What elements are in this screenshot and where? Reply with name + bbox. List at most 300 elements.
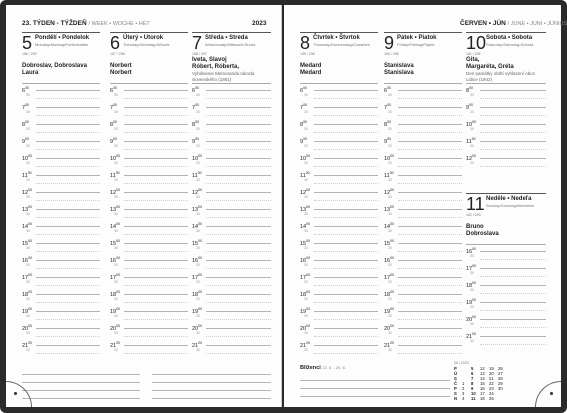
hour-slot[interactable] <box>384 237 462 254</box>
hour-line <box>206 90 271 91</box>
hour-slot[interactable] <box>466 84 546 101</box>
half-hour-line <box>398 149 462 150</box>
half-hour-label: 30 <box>470 127 474 131</box>
hour-slot[interactable] <box>300 305 378 322</box>
hour-slot[interactable] <box>192 118 271 135</box>
mini-calendar-date: 5 <box>471 366 474 371</box>
mini-calendar-date: 20 <box>489 371 494 376</box>
hour-slot[interactable] <box>384 254 462 271</box>
hour-label: $9^{00}$ <box>384 137 391 145</box>
hour-line <box>480 302 546 303</box>
hour-slot[interactable] <box>110 288 188 305</box>
hour-label: $16^{00}$ <box>300 256 311 264</box>
hour-label: $16^{00}$ <box>384 256 395 264</box>
half-hour-line <box>124 132 188 133</box>
half-hour-line <box>314 217 378 218</box>
half-hour-line <box>36 319 100 320</box>
day-number: 11 <box>466 194 485 214</box>
half-hour-line <box>480 98 546 99</box>
hour-slot[interactable] <box>466 118 546 135</box>
hour-label: $21^{00}$ <box>192 341 203 349</box>
hour-slot[interactable] <box>192 84 271 101</box>
half-hour-label: 30 <box>196 212 200 216</box>
hour-slot[interactable] <box>300 237 378 254</box>
hour-label: $8^{00}$ <box>466 86 473 94</box>
half-hour-label: 30 <box>26 348 30 352</box>
mini-calendar-date: 27 <box>498 371 503 376</box>
hour-slot[interactable] <box>466 313 546 330</box>
month-header <box>460 19 567 29</box>
half-hour-line <box>398 217 462 218</box>
hour-label: $19^{00}$ <box>110 307 121 315</box>
hour-label: $21^{00}$ <box>22 341 33 349</box>
half-hour-label: 30 <box>114 127 118 131</box>
half-hour-line <box>480 310 546 311</box>
half-hour-line <box>36 234 100 235</box>
hour-line <box>314 260 378 261</box>
day-header <box>466 193 546 217</box>
hour-line <box>124 277 188 278</box>
hour-label: $12^{00}$ <box>300 188 311 196</box>
hour-slot[interactable] <box>300 339 378 356</box>
hour-slot[interactable] <box>384 305 462 322</box>
hour-slot[interactable] <box>192 220 271 237</box>
half-hour-line <box>124 98 188 99</box>
hour-slot[interactable] <box>192 237 271 254</box>
hour-label: $9^{00}$ <box>192 137 199 145</box>
mini-calendar-date: 30 <box>498 386 503 391</box>
hour-slot[interactable] <box>384 152 462 169</box>
hour-slot[interactable] <box>300 101 378 118</box>
notes-lines-right[interactable] <box>300 373 450 397</box>
half-hour-label: 30 <box>304 127 308 131</box>
hour-slot[interactable] <box>466 262 546 279</box>
mini-calendar-weekday: P <box>454 386 457 391</box>
half-hour-label: 30 <box>388 263 392 267</box>
half-hour-label: 30 <box>388 195 392 199</box>
half-hour-line <box>124 251 188 252</box>
hour-label: $8^{00}$ <box>300 120 307 128</box>
half-hour-label: 30 <box>196 161 200 165</box>
hour-label: $9^{00}$ <box>110 137 117 145</box>
hour-line <box>314 345 378 346</box>
day-name-translations: Wednesday•Mittwoch•Środa <box>205 42 256 47</box>
hour-label: $10^{00}$ <box>466 120 477 128</box>
half-hour-line <box>206 217 271 218</box>
mini-calendar-weekday: S <box>454 376 457 381</box>
hour-line <box>206 107 271 108</box>
day-of-year: 161 / 204 <box>466 52 481 56</box>
hour-line <box>206 243 271 244</box>
half-hour-line <box>314 302 378 303</box>
day-column-saturday <box>466 32 546 192</box>
hour-label: $18^{00}$ <box>22 290 33 298</box>
hour-label: $15^{00}$ <box>384 239 395 247</box>
hour-slot[interactable] <box>110 254 188 271</box>
half-hour-label: 30 <box>388 144 392 148</box>
hour-slot[interactable] <box>192 254 271 271</box>
half-hour-label: 30 <box>304 297 308 301</box>
hour-line <box>124 243 188 244</box>
hour-slot[interactable] <box>192 339 271 356</box>
hour-slot[interactable] <box>384 101 462 118</box>
hour-line <box>124 90 188 91</box>
day-name-translations: Sunday•Sonntag•Niedziela <box>486 203 534 208</box>
half-hour-label: 30 <box>196 280 200 284</box>
hour-slot[interactable] <box>110 169 188 186</box>
hour-slot[interactable] <box>300 84 378 101</box>
hour-slot[interactable] <box>110 135 188 152</box>
half-hour-label: 30 <box>304 314 308 318</box>
name-day-2: Laura <box>22 70 39 76</box>
hour-slot[interactable] <box>110 271 188 288</box>
half-hour-line <box>36 285 100 286</box>
half-hour-label: 30 <box>196 93 200 97</box>
hour-slot[interactable] <box>300 203 378 220</box>
hour-slot[interactable] <box>22 254 100 271</box>
hour-slot[interactable] <box>384 271 462 288</box>
hour-line <box>124 175 188 176</box>
half-hour-label: 30 <box>196 297 200 301</box>
day-name: Neděle • Nedeľa <box>486 196 532 202</box>
hour-slot[interactable] <box>466 296 546 313</box>
half-hour-line <box>314 319 378 320</box>
name-day-1: Bruno <box>466 224 484 230</box>
hour-slot[interactable] <box>110 305 188 322</box>
half-hour-label: 30 <box>114 280 118 284</box>
hour-label: $15^{00}$ <box>110 239 121 247</box>
hour-label: $11^{00}$ <box>192 171 202 179</box>
notes-lines-left-2[interactable] <box>152 367 271 399</box>
notes-lines-left-1[interactable] <box>22 367 140 399</box>
half-hour-line <box>480 149 546 150</box>
hour-label: $16^{00}$ <box>22 256 33 264</box>
hour-line <box>124 260 188 261</box>
half-hour-line <box>398 336 462 337</box>
hour-line <box>398 158 462 159</box>
hour-slot[interactable] <box>300 220 378 237</box>
half-hour-label: 30 <box>26 229 30 233</box>
hour-slot[interactable] <box>300 186 378 203</box>
hour-slot[interactable] <box>192 169 271 186</box>
mini-calendar-title: 06 / 2023 <box>454 361 469 365</box>
hour-line <box>206 260 271 261</box>
day-note: Den památky obětí vyhlazení obce Lidice (1942) <box>466 71 536 82</box>
hour-slot[interactable] <box>466 279 546 296</box>
hour-line <box>480 268 546 269</box>
hour-slot[interactable] <box>22 220 100 237</box>
hour-line <box>124 209 188 210</box>
day-column-thursday <box>300 32 378 356</box>
hour-label: $18^{00}$ <box>192 290 203 298</box>
hour-line <box>314 141 378 142</box>
name-day-1: Iveta, Slavoj <box>192 57 227 63</box>
half-hour-label: 30 <box>388 212 392 216</box>
hour-label: $12^{00}$ <box>384 188 395 196</box>
hour-slot[interactable] <box>110 152 188 169</box>
hour-line <box>206 141 271 142</box>
hour-slot[interactable] <box>300 322 378 339</box>
hour-label: $12^{00}$ <box>192 188 203 196</box>
mini-calendar-date: 26 <box>498 366 503 371</box>
half-hour-line <box>124 302 188 303</box>
day-name: Úterý • Utorok <box>123 35 164 41</box>
hour-slot[interactable] <box>300 254 378 271</box>
hour-slot[interactable] <box>300 288 378 305</box>
half-hour-line <box>124 268 188 269</box>
hour-line <box>398 192 462 193</box>
hour-slot[interactable] <box>300 271 378 288</box>
hour-line <box>398 311 462 312</box>
hour-line <box>206 209 271 210</box>
hour-slot[interactable] <box>110 237 188 254</box>
name-days <box>110 56 188 84</box>
hour-slot[interactable] <box>384 118 462 135</box>
hour-slot[interactable] <box>192 288 271 305</box>
hour-slot[interactable] <box>22 271 100 288</box>
hour-line <box>124 192 188 193</box>
hour-line <box>480 251 546 252</box>
hour-slot[interactable] <box>22 118 100 135</box>
half-hour-label: 30 <box>304 178 308 182</box>
hour-label: $14^{00}$ <box>22 222 33 230</box>
half-hour-line <box>36 336 100 337</box>
hour-line <box>398 328 462 329</box>
hour-line <box>36 260 100 261</box>
hour-line <box>36 175 100 176</box>
half-hour-line <box>206 336 271 337</box>
half-hour-line <box>398 353 462 354</box>
name-day-2: Róbert, Róberta, <box>192 64 240 70</box>
hour-slot[interactable] <box>300 135 378 152</box>
half-hour-label: 30 <box>470 305 474 309</box>
week-label: 23. TÝDEN - TÝŽDEŇ <box>22 20 87 27</box>
mini-calendar-date: 14 <box>480 376 485 381</box>
hour-line <box>206 158 271 159</box>
hour-line <box>480 158 546 159</box>
hour-slot[interactable] <box>192 203 271 220</box>
half-hour-line <box>480 166 546 167</box>
half-hour-label: 30 <box>26 212 30 216</box>
hour-slot[interactable] <box>300 169 378 186</box>
mini-calendar-date: 28 <box>498 376 503 381</box>
hour-slot[interactable] <box>110 84 188 101</box>
hour-slot[interactable] <box>22 322 100 339</box>
name-day-2: Norbert <box>110 70 132 76</box>
hour-slot[interactable] <box>384 84 462 101</box>
hour-slot[interactable] <box>110 322 188 339</box>
hour-label: $17^{00}$ <box>384 273 395 281</box>
hour-label: $11^{00}$ <box>300 171 310 179</box>
hour-slot[interactable] <box>22 84 100 101</box>
hour-line <box>480 124 546 125</box>
hour-slot[interactable] <box>384 322 462 339</box>
hour-label: $6^{00}$ <box>192 86 199 94</box>
hour-slot[interactable] <box>384 203 462 220</box>
half-hour-line <box>480 115 546 116</box>
hour-slot[interactable] <box>22 288 100 305</box>
day-number: 8 <box>300 33 311 53</box>
hour-slot[interactable] <box>22 339 100 356</box>
hour-slot[interactable] <box>110 339 188 356</box>
half-hour-label: 30 <box>388 178 392 182</box>
hour-label: $13^{00}$ <box>384 205 395 213</box>
half-hour-label: 30 <box>114 246 118 250</box>
half-hour-label: 30 <box>26 110 30 114</box>
hour-line <box>314 158 378 159</box>
hour-line <box>398 294 462 295</box>
day-number: 10 <box>466 33 487 53</box>
hour-label: $16^{00}$ <box>466 247 477 255</box>
hour-slot[interactable] <box>384 169 462 186</box>
hour-line <box>124 294 188 295</box>
half-hour-label: 30 <box>26 280 30 284</box>
hour-line <box>314 328 378 329</box>
half-hour-line <box>398 302 462 303</box>
half-hour-line <box>314 268 378 269</box>
hour-label: $12^{00}$ <box>22 188 33 196</box>
hour-label: $18^{00}$ <box>300 290 311 298</box>
hour-slot[interactable] <box>384 186 462 203</box>
hour-label: $14^{00}$ <box>384 222 395 230</box>
hour-slot[interactable] <box>192 152 271 169</box>
half-hour-label: 30 <box>388 348 392 352</box>
day-number: 5 <box>22 33 33 53</box>
hour-label: $20^{00}$ <box>300 324 311 332</box>
hour-line <box>36 90 100 91</box>
hour-slot[interactable] <box>110 203 188 220</box>
hour-slot[interactable] <box>466 245 546 262</box>
hour-slot[interactable] <box>192 135 271 152</box>
hour-slot[interactable] <box>192 186 271 203</box>
half-hour-label: 30 <box>196 178 200 182</box>
hour-line <box>398 345 462 346</box>
hour-line <box>36 345 100 346</box>
hour-line <box>480 141 546 142</box>
hour-line <box>36 243 100 244</box>
hour-label: $11^{00}$ <box>466 137 476 145</box>
half-hour-label: 30 <box>196 144 200 148</box>
hour-slot[interactable] <box>300 152 378 169</box>
name-day-1: Medard <box>300 63 322 69</box>
week-label-translations: / WEEK • WOCHE • HÉT <box>88 21 150 27</box>
half-hour-label: 30 <box>26 178 30 182</box>
hour-slot[interactable] <box>192 322 271 339</box>
hour-line <box>398 124 462 125</box>
hour-label: $9^{00}$ <box>466 103 473 111</box>
mini-calendar-weekday: Č <box>454 381 458 386</box>
hour-line <box>398 226 462 227</box>
hour-line <box>36 192 100 193</box>
hour-slot[interactable] <box>300 118 378 135</box>
hour-label: $15^{00}$ <box>192 239 203 247</box>
hour-slot[interactable] <box>466 152 546 169</box>
half-hour-label: 30 <box>26 263 30 267</box>
half-hour-line <box>206 132 271 133</box>
hour-slot[interactable] <box>384 339 462 356</box>
half-hour-label: 30 <box>304 331 308 335</box>
half-hour-label: 30 <box>304 263 308 267</box>
hour-slot[interactable] <box>466 101 546 118</box>
hour-label: $14^{00}$ <box>110 222 121 230</box>
hour-label: $8^{00}$ <box>110 120 117 128</box>
name-day-1: Norbert <box>110 63 132 69</box>
hour-slot[interactable] <box>22 237 100 254</box>
hour-slot[interactable] <box>192 271 271 288</box>
mini-calendar-date: 16 <box>480 386 485 391</box>
hour-slot[interactable] <box>466 135 546 152</box>
half-hour-line <box>36 302 100 303</box>
half-hour-line <box>398 132 462 133</box>
hour-line <box>206 328 271 329</box>
hour-slot[interactable] <box>22 169 100 186</box>
half-hour-label: 30 <box>388 110 392 114</box>
hour-slot[interactable] <box>22 135 100 152</box>
day-number: 6 <box>110 33 121 53</box>
mini-calendar-date: 17 <box>480 391 485 396</box>
half-hour-label: 30 <box>470 288 474 292</box>
hour-label: $6^{00}$ <box>22 86 29 94</box>
hour-slot[interactable] <box>22 152 100 169</box>
mini-calendar-date: 4 <box>462 396 465 401</box>
hour-label: $15^{00}$ <box>300 239 311 247</box>
hour-slot[interactable] <box>22 305 100 322</box>
hour-slot[interactable] <box>192 101 271 118</box>
half-hour-line <box>314 115 378 116</box>
day-column-monday <box>22 32 100 356</box>
mini-calendar-date: 10 <box>471 391 476 396</box>
hour-line <box>398 260 462 261</box>
half-hour-line <box>36 251 100 252</box>
hour-slot[interactable] <box>384 135 462 152</box>
half-hour-line <box>124 285 188 286</box>
hour-slot[interactable] <box>22 186 100 203</box>
hour-label: $10^{00}$ <box>384 154 395 162</box>
hour-label: $11^{00}$ <box>110 171 120 179</box>
hour-line <box>36 328 100 329</box>
hour-label: $15^{00}$ <box>22 239 33 247</box>
hour-label: $14^{00}$ <box>192 222 203 230</box>
hour-label: $7^{00}$ <box>110 103 117 111</box>
half-hour-label: 30 <box>26 127 30 131</box>
hour-label: $6^{00}$ <box>300 86 307 94</box>
hour-slot[interactable] <box>110 220 188 237</box>
hour-slot[interactable] <box>22 101 100 118</box>
hour-slot[interactable] <box>110 186 188 203</box>
half-hour-label: 30 <box>114 195 118 199</box>
hour-line <box>36 124 100 125</box>
half-hour-line <box>314 166 378 167</box>
hour-slot[interactable] <box>110 118 188 135</box>
hour-slot[interactable] <box>192 305 271 322</box>
day-name: Pondělí • Pondelok <box>35 35 90 41</box>
mini-calendar-date: 25 <box>489 396 494 401</box>
day-name: Pátek • Piatok <box>397 35 437 41</box>
half-hour-label: 30 <box>114 331 118 335</box>
hour-slot[interactable] <box>110 101 188 118</box>
week-header <box>22 19 150 29</box>
half-hour-label: 30 <box>26 195 30 199</box>
half-hour-line <box>124 115 188 116</box>
half-hour-label: 30 <box>26 144 30 148</box>
hour-slot[interactable] <box>384 288 462 305</box>
hour-slot[interactable] <box>466 330 546 347</box>
hour-slot[interactable] <box>384 220 462 237</box>
mini-calendar-date: 11 <box>471 396 476 401</box>
mini-calendar-date: 24 <box>489 391 494 396</box>
hour-label: $20^{00}$ <box>22 324 33 332</box>
hour-slot[interactable] <box>22 203 100 220</box>
